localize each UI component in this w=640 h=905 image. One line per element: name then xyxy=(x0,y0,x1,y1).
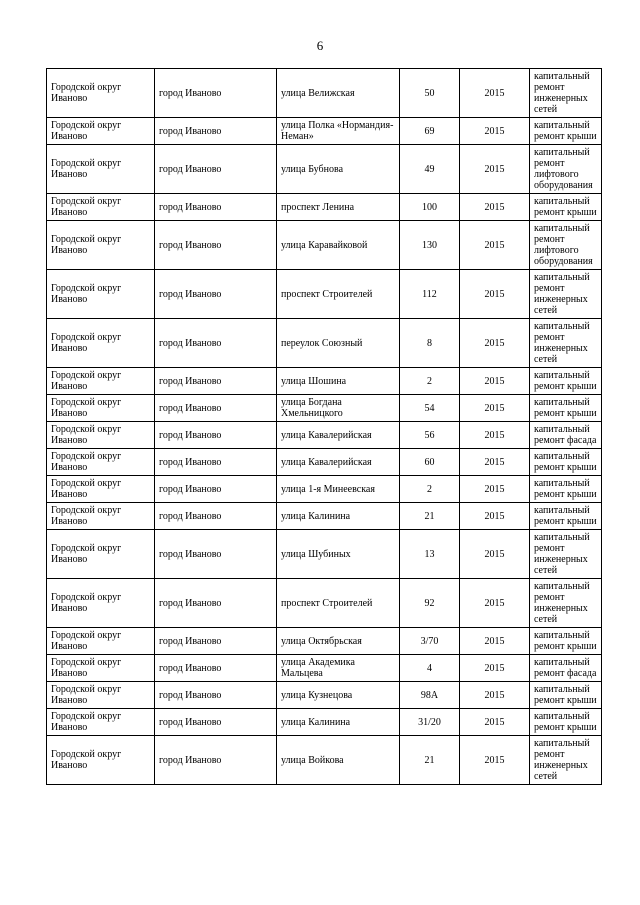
house-cell: 100 xyxy=(400,194,460,221)
house-cell: 92 xyxy=(400,579,460,628)
okrug-cell: Городской округ Иваново xyxy=(47,422,155,449)
house-cell: 2 xyxy=(400,476,460,503)
house-cell: 112 xyxy=(400,270,460,319)
work-type-cell: капитальный ремонт крыши xyxy=(530,709,602,736)
okrug-cell: Городской округ Иваново xyxy=(47,579,155,628)
okrug-cell: Городской округ Иваново xyxy=(47,736,155,785)
street-cell: улица Велижская xyxy=(277,69,400,118)
year-cell: 2015 xyxy=(460,145,530,194)
street-cell: улица Октябрьская xyxy=(277,628,400,655)
house-cell: 13 xyxy=(400,530,460,579)
repair-registry-table xyxy=(46,68,602,785)
house-cell: 3/70 xyxy=(400,628,460,655)
work-type-cell: капитальный ремонт лифтового оборудования xyxy=(530,145,602,194)
table-row xyxy=(47,194,602,221)
okrug-cell: Городской округ Иваново xyxy=(47,530,155,579)
street-cell: проспект Ленина xyxy=(277,194,400,221)
street-cell: переулок Союзный xyxy=(277,319,400,368)
street-cell: улица Калинина xyxy=(277,709,400,736)
okrug-cell: Городской округ Иваново xyxy=(47,682,155,709)
year-cell: 2015 xyxy=(460,709,530,736)
street-cell: улица Полка «Нормандия-Неман» xyxy=(277,118,400,145)
work-type-cell: капитальный ремонт лифтового оборудования xyxy=(530,221,602,270)
table-row xyxy=(47,270,602,319)
work-type-cell: капитальный ремонт инженерных сетей xyxy=(530,319,602,368)
year-cell: 2015 xyxy=(460,221,530,270)
house-cell: 50 xyxy=(400,69,460,118)
street-cell: улица Бубнова xyxy=(277,145,400,194)
house-cell: 54 xyxy=(400,395,460,422)
city-cell: город Иваново xyxy=(155,476,277,503)
work-type-cell: капитальный ремонт крыши xyxy=(530,118,602,145)
year-cell: 2015 xyxy=(460,736,530,785)
year-cell: 2015 xyxy=(460,655,530,682)
year-cell: 2015 xyxy=(460,368,530,395)
street-cell: улица Каравайковой xyxy=(277,221,400,270)
year-cell: 2015 xyxy=(460,530,530,579)
table-row xyxy=(47,628,602,655)
house-cell: 21 xyxy=(400,736,460,785)
table-row xyxy=(47,503,602,530)
street-cell: улица Калинина xyxy=(277,503,400,530)
okrug-cell: Городской округ Иваново xyxy=(47,395,155,422)
work-type-cell: капитальный ремонт крыши xyxy=(530,368,602,395)
work-type-cell: капитальный ремонт крыши xyxy=(530,628,602,655)
year-cell: 2015 xyxy=(460,449,530,476)
house-cell: 130 xyxy=(400,221,460,270)
okrug-cell: Городской округ Иваново xyxy=(47,449,155,476)
table-row xyxy=(47,579,602,628)
table-row xyxy=(47,221,602,270)
page-number: 6 xyxy=(316,38,324,53)
house-cell: 60 xyxy=(400,449,460,476)
street-cell: улица Кавалерийская xyxy=(277,422,400,449)
okrug-cell: Городской округ Иваново xyxy=(47,628,155,655)
okrug-cell: Городской округ Иваново xyxy=(47,145,155,194)
city-cell: город Иваново xyxy=(155,368,277,395)
work-type-cell: капитальный ремонт инженерных сетей xyxy=(530,579,602,628)
work-type-cell: капитальный ремонт крыши xyxy=(530,395,602,422)
work-type-cell: капитальный ремонт фасада xyxy=(530,655,602,682)
year-cell: 2015 xyxy=(460,476,530,503)
work-type-cell: капитальный ремонт крыши xyxy=(530,194,602,221)
house-cell: 49 xyxy=(400,145,460,194)
work-type-cell: капитальный ремонт крыши xyxy=(530,476,602,503)
house-cell: 98А xyxy=(400,682,460,709)
house-cell: 4 xyxy=(400,655,460,682)
work-type-cell: капитальный ремонт инженерных сетей xyxy=(530,736,602,785)
work-type-cell: капитальный ремонт инженерных сетей xyxy=(530,270,602,319)
year-cell: 2015 xyxy=(460,682,530,709)
street-cell: улица 1-я Минеевская xyxy=(277,476,400,503)
city-cell: город Иваново xyxy=(155,194,277,221)
street-cell: улица Кузнецова xyxy=(277,682,400,709)
street-cell: улица Шошина xyxy=(277,368,400,395)
work-type-cell: капитальный ремонт крыши xyxy=(530,682,602,709)
street-cell: улица Кавалерийская xyxy=(277,449,400,476)
year-cell: 2015 xyxy=(460,194,530,221)
table-row xyxy=(47,736,602,785)
okrug-cell: Городской округ Иваново xyxy=(47,194,155,221)
year-cell: 2015 xyxy=(460,270,530,319)
work-type-cell: капитальный ремонт фасада xyxy=(530,422,602,449)
city-cell: город Иваново xyxy=(155,69,277,118)
okrug-cell: Городской округ Иваново xyxy=(47,118,155,145)
table-row xyxy=(47,682,602,709)
table-row xyxy=(47,368,602,395)
work-type-cell: капитальный ремонт инженерных сетей xyxy=(530,69,602,118)
table-row xyxy=(47,395,602,422)
city-cell: город Иваново xyxy=(155,530,277,579)
work-type-cell: капитальный ремонт крыши xyxy=(530,503,602,530)
okrug-cell: Городской округ Иваново xyxy=(47,503,155,530)
city-cell: город Иваново xyxy=(155,422,277,449)
table-row xyxy=(47,449,602,476)
street-cell: улица Шубиных xyxy=(277,530,400,579)
table-row xyxy=(47,319,602,368)
year-cell: 2015 xyxy=(460,422,530,449)
work-type-cell: капитальный ремонт инженерных сетей xyxy=(530,530,602,579)
house-cell: 8 xyxy=(400,319,460,368)
year-cell: 2015 xyxy=(460,503,530,530)
okrug-cell: Городской округ Иваново xyxy=(47,655,155,682)
table-row xyxy=(47,69,602,118)
okrug-cell: Городской округ Иваново xyxy=(47,476,155,503)
house-cell: 31/20 xyxy=(400,709,460,736)
year-cell: 2015 xyxy=(460,118,530,145)
year-cell: 2015 xyxy=(460,395,530,422)
table-row xyxy=(47,145,602,194)
city-cell: город Иваново xyxy=(155,579,277,628)
city-cell: город Иваново xyxy=(155,118,277,145)
okrug-cell: Городской округ Иваново xyxy=(47,319,155,368)
table-row xyxy=(47,476,602,503)
city-cell: город Иваново xyxy=(155,655,277,682)
city-cell: город Иваново xyxy=(155,449,277,476)
house-cell: 56 xyxy=(400,422,460,449)
city-cell: город Иваново xyxy=(155,270,277,319)
okrug-cell: Городской округ Иваново xyxy=(47,270,155,319)
street-cell: проспект Строителей xyxy=(277,579,400,628)
house-cell: 2 xyxy=(400,368,460,395)
city-cell: город Иваново xyxy=(155,395,277,422)
year-cell: 2015 xyxy=(460,579,530,628)
city-cell: город Иваново xyxy=(155,628,277,655)
okrug-cell: Городской округ Иваново xyxy=(47,69,155,118)
house-cell: 21 xyxy=(400,503,460,530)
table-row xyxy=(47,709,602,736)
okrug-cell: Городской округ Иваново xyxy=(47,709,155,736)
street-cell: улица Богдана Хмельницкого xyxy=(277,395,400,422)
street-cell: проспект Строителей xyxy=(277,270,400,319)
city-cell: город Иваново xyxy=(155,736,277,785)
okrug-cell: Городской округ Иваново xyxy=(47,221,155,270)
work-type-cell: капитальный ремонт крыши xyxy=(530,449,602,476)
city-cell: город Иваново xyxy=(155,682,277,709)
year-cell: 2015 xyxy=(460,319,530,368)
city-cell: город Иваново xyxy=(155,319,277,368)
table-row xyxy=(47,655,602,682)
city-cell: город Иваново xyxy=(155,145,277,194)
house-cell: 69 xyxy=(400,118,460,145)
year-cell: 2015 xyxy=(460,628,530,655)
year-cell: 2015 xyxy=(460,69,530,118)
okrug-cell: Городской округ Иваново xyxy=(47,368,155,395)
table-row xyxy=(47,530,602,579)
street-cell: улица Войкова xyxy=(277,736,400,785)
street-cell: улица Академика Мальцева xyxy=(277,655,400,682)
city-cell: город Иваново xyxy=(155,709,277,736)
table-row xyxy=(47,118,602,145)
table-row xyxy=(47,422,602,449)
city-cell: город Иваново xyxy=(155,503,277,530)
registry-body xyxy=(47,69,602,785)
city-cell: город Иваново xyxy=(155,221,277,270)
